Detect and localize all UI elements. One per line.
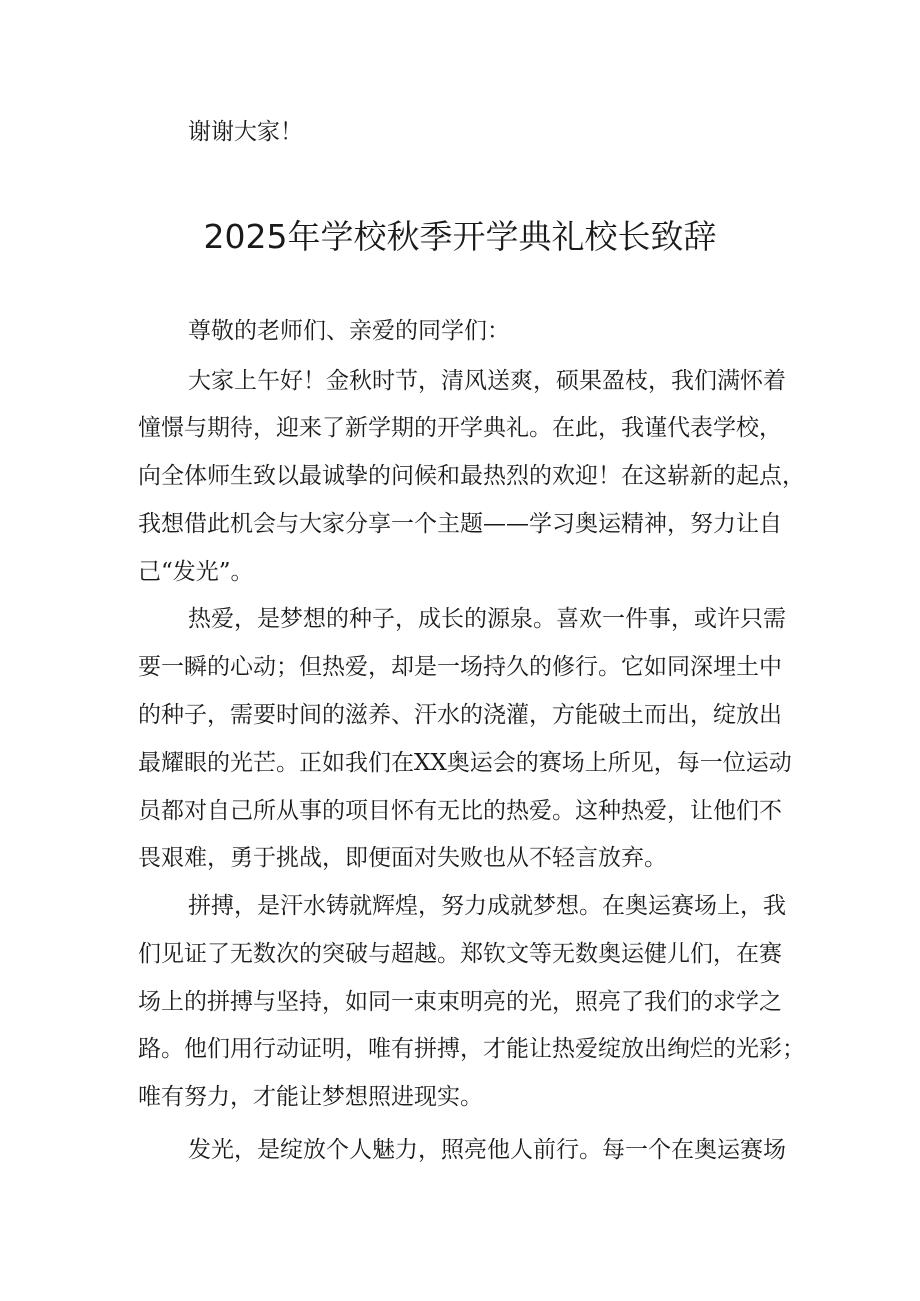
paragraph-line: 员都对自己所从事的项目怀有无比的热爱。这种热爱，让他们不: [138, 798, 782, 824]
paragraph-line: 场上的拼搏与坚持，如同一束束明亮的光，照亮了我们的求学之: [138, 989, 782, 1015]
paragraph-line: 唯有努力，才能让梦想照进现实。: [138, 1084, 483, 1110]
paragraph-line: 要一瞬的心动；但热爱，却是一场持久的修行。它如同深埋土中: [138, 654, 782, 680]
paragraph-line: 己“发光”。: [138, 559, 254, 585]
paragraph-line: 拼搏，是汗水铸就辉煌，努力成就梦想。在奥运赛场上，我: [188, 893, 786, 919]
paragraph-line: 畏艰难，勇于挑战，即便面对失败也从不轻言放弃。: [138, 845, 667, 871]
salutation: 尊敬的老师们、亲爱的同学们：: [188, 318, 510, 344]
paragraph-line: 最耀眼的光芒。正如我们在XX奥运会的赛场上所见，每一位运动: [138, 750, 792, 776]
paragraph-line: 憧憬与期待，迎来了新学期的开学典礼。在此，我谨代表学校，: [138, 415, 782, 441]
closing-text: 谢谢大家！: [188, 119, 303, 145]
page-title: 2025年学校秋季开学典礼校长致辞: [203, 217, 717, 256]
paragraph-line: 发光，是绽放个人魅力，照亮他人前行。每一个在奥运赛场: [188, 1137, 786, 1163]
paragraph-line: 向全体师生致以最诚挚的问候和最热烈的欢迎！在这崭新的起点，: [138, 463, 805, 489]
paragraph-line: 路。他们用行动证明，唯有拼搏，才能让热爱绽放出绚烂的光彩；: [138, 1036, 805, 1062]
paragraph-line: 热爱，是梦想的种子，成长的源泉。喜欢一件事，或许只需: [188, 606, 786, 632]
paragraph-line: 我想借此机会与大家分享一个主题——学习奥运精神，努力让自: [138, 511, 782, 537]
paragraph-line: 大家上午好！金秋时节，清风送爽，硕果盈枝，我们满怀着: [188, 368, 786, 394]
paragraph-line: 们见证了无数次的突破与超越。郑钦文等无数奥运健儿们，在赛: [138, 941, 782, 967]
paragraph-line: 的种子，需要时间的滋养、汗水的浇灌，方能破土而出，绽放出: [138, 702, 782, 728]
